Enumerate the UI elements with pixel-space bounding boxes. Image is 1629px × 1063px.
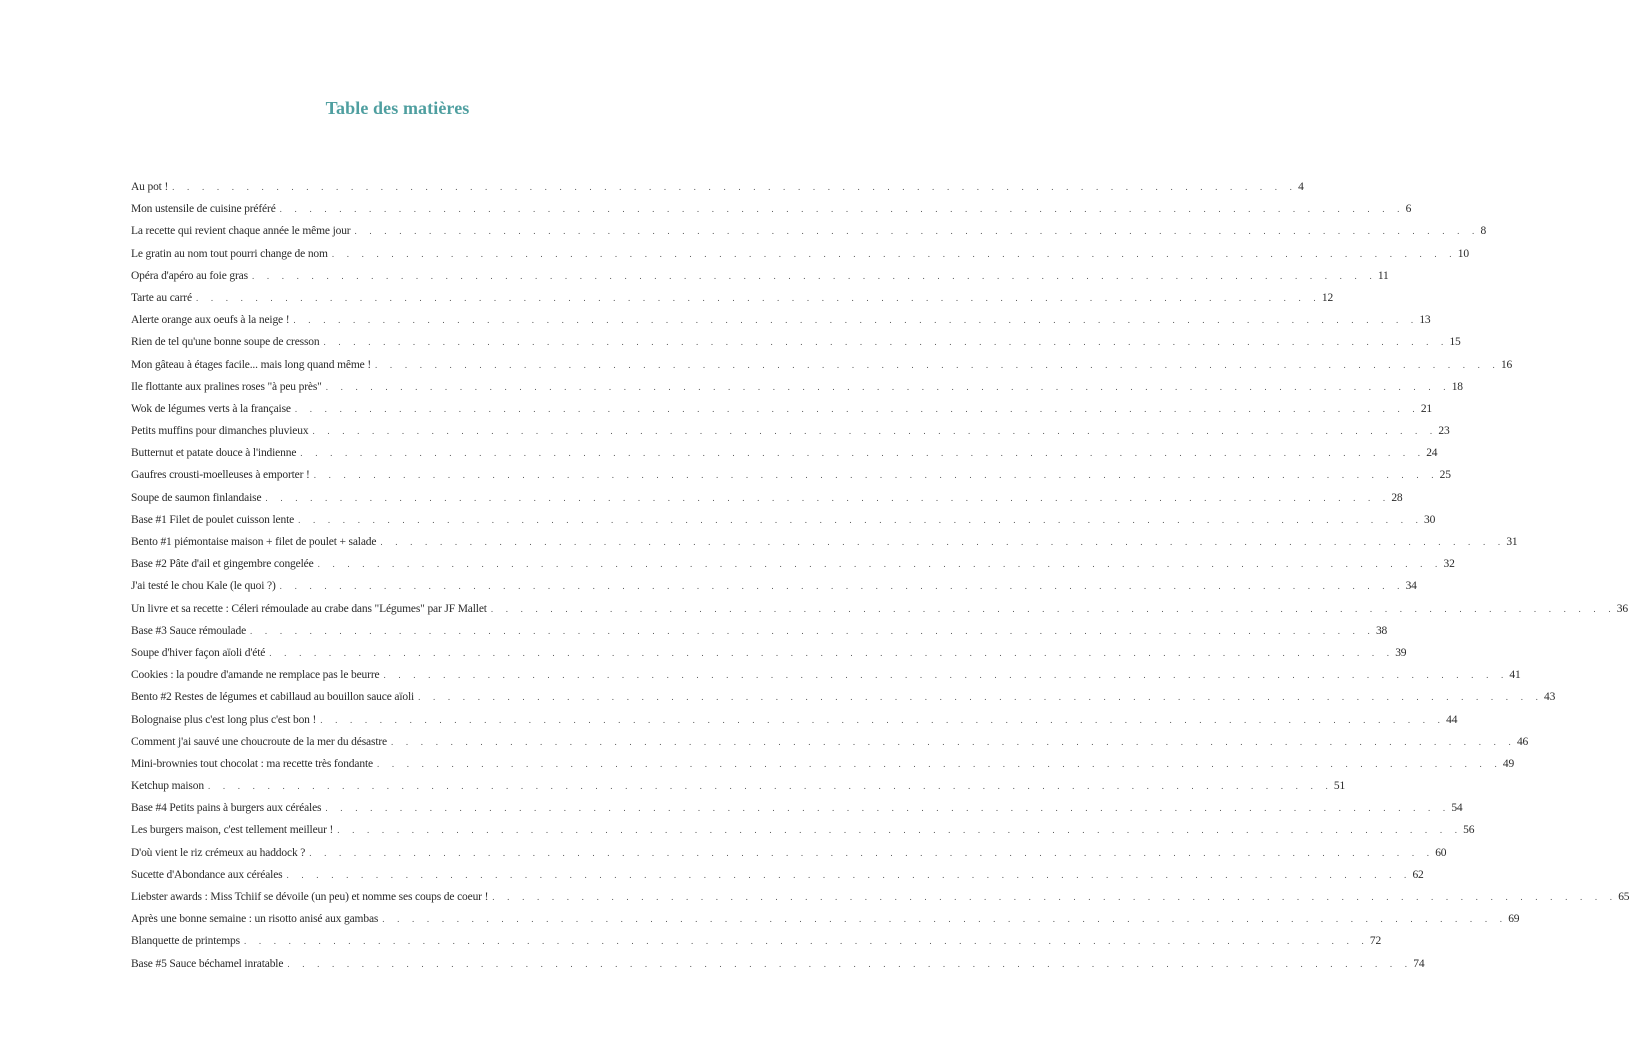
toc-entry-page-number: 13	[1419, 314, 1431, 327]
toc-entry-label: Opéra d'apéro au foie gras	[131, 269, 248, 282]
toc-entry-label: Comment j'ai sauvé une choucroute de la mer du désastre	[131, 735, 387, 748]
toc-entry[interactable]	[131, 953, 1425, 975]
toc-dot-leader: . . . . . . . . . . . . . . . . . . . . . . . . . . . . . . . . . . . . . . . . . . . . . . . . . . . . . . . . . . . . . . . . . . . . . . . . . . . .	[250, 625, 1375, 636]
toc-entry-label: Blanquette de printemps	[131, 935, 240, 948]
toc-entry[interactable]	[131, 553, 1455, 575]
toc-entry-page-number: 65	[1618, 891, 1629, 903]
toc-entry[interactable]	[131, 331, 1461, 353]
toc-dot-leader: . . . . . . . . . . . . . . . . . . . . . . . . . . . . . . . . . . . . . . . . . . . . . . . . . . . . . . . . . . . . . . . . . . . . . . . . . . . .	[207, 781, 1333, 792]
toc-entry-page-number: 6	[1405, 203, 1412, 216]
toc-entry-page-number: 8	[1480, 225, 1487, 238]
toc-entry-page-number: 23	[1438, 425, 1450, 438]
toc-entry[interactable]	[131, 442, 1438, 464]
toc-dot-leader: . . . . . . . . . . . . . . . . . . . . . . . . . . . . . . . . . . . . . . . . . . . . . . . . . . . . . . . . . . . . . . . . . . . . . . . . . . . .	[300, 448, 1426, 459]
toc-entry-label: Un livre et sa recette : Céleri rémoulade au crabe dans "Légumes" par JF Mallet	[131, 602, 487, 615]
toc-entry-page-number: 11	[1377, 269, 1389, 282]
toc-entry[interactable]	[131, 487, 1403, 509]
toc-entry-label: Alerte orange aux oeufs à la neige !	[131, 314, 290, 327]
toc-entry-label: Petits muffins pour dimanches pluvieux	[131, 425, 309, 438]
toc-dot-leader: . . . . . . . . . . . . . . . . . . . . . . . . . . . . . . . . . . . . . . . . . . . . . . . . . . . . . . . . . . . . . . . . . . . . . . . . . . . .	[418, 692, 1544, 703]
toc-entry[interactable]	[131, 775, 1346, 797]
toc-entry[interactable]	[131, 731, 1529, 753]
toc-dot-leader: . . . . . . . . . . . . . . . . . . . . . . . . . . . . . . . . . . . . . . . . . . . . . . . . . . . . . . . . . . . . . . . . . . . . . . . . . . . .	[320, 714, 1446, 725]
toc-entry-page-number: 4	[1298, 181, 1304, 193]
toc-dot-leader: . . . . . . . . . . . . . . . . . . . . . . . . . . . . . . . . . . . . . . . . . . . . . . . . . . . . . . . . . . . . . . . . . . . . . . . . . . . .	[293, 315, 1419, 326]
toc-entry-page-number: 46	[1516, 735, 1529, 748]
toc-entry[interactable]	[131, 930, 1382, 952]
toc-entry[interactable]	[131, 243, 1469, 265]
toc-dot-leader: . . . . . . . . . . . . . . . . . . . . . . . . . . . . . . . . . . . . . . . . . . . . . . . . . . . . . . . . . . . . . . . . . . . . . . . . . . . .	[376, 758, 1502, 769]
toc-entry[interactable]	[131, 864, 1424, 886]
toc-entry[interactable]	[131, 220, 1487, 242]
toc-entry[interactable]	[131, 509, 1436, 531]
toc-entry-label: Base #4 Petits pains à burgers aux céréales	[131, 802, 322, 815]
toc-entry[interactable]	[131, 753, 1515, 775]
toc-entry[interactable]	[131, 464, 1451, 486]
toc-title: Table des matières	[325, 98, 470, 118]
toc-entry-page-number: 10	[1457, 247, 1469, 260]
toc-entry[interactable]	[131, 265, 1389, 287]
toc-entry-label: La recette qui revient chaque année le même jour	[131, 225, 351, 238]
toc-entry[interactable]	[131, 842, 1447, 864]
toc-dot-leader: . . . . . . . . . . . . . . . . . . . . . . . . . . . . . . . . . . . . . . . . . . . . . . . . . . . . . . . . . . . . . . . . . . . . . . . . . . . .	[279, 204, 1405, 215]
toc-entry[interactable]	[131, 176, 1304, 198]
toc-entry[interactable]	[131, 309, 1431, 331]
toc-entry-page-number: 49	[1502, 757, 1515, 770]
toc-entry-page-number: 60	[1435, 846, 1447, 859]
toc-dot-leader: . . . . . . . . . . . . . . . . . . . . . . . . . . . . . . . . . . . . . . . . . . . . . . . . . . . . . . . . . . . . . . . . . . . . . . . . . . . .	[251, 270, 1377, 281]
toc-entry[interactable]	[131, 797, 1463, 819]
toc-entry[interactable]	[131, 376, 1463, 398]
toc-entry-label: Butternut et patate douce à l'indienne	[131, 447, 297, 460]
toc-entry-label: Base #5 Sauce béchamel inratable	[131, 957, 284, 970]
toc-entry-page-number: 39	[1395, 646, 1407, 659]
toc-entry[interactable]	[131, 908, 1520, 930]
toc-entry-label: Après une bonne semaine : un risotto anisé aux gambas	[131, 913, 379, 926]
toc-entry-label: Tarte au carré	[131, 291, 192, 304]
toc-entry-label: Mini-brownies tout chocolat : ma recette très fondante	[131, 757, 373, 770]
toc-entry-page-number: 25	[1439, 469, 1451, 482]
toc-dot-leader: . . . . . . . . . . . . . . . . . . . . . . . . . . . . . . . . . . . . . . . . . . . . . . . . . . . . . . . . . . . . . . . . . . . . . . . . . . . .	[492, 892, 1618, 902]
toc-entry[interactable]	[131, 819, 1475, 841]
toc-entry-page-number: 38	[1375, 624, 1388, 637]
toc-entry-page-number: 31	[1506, 536, 1518, 548]
toc-entry[interactable]	[131, 709, 1458, 731]
toc-entry[interactable]	[131, 420, 1450, 442]
toc-entry-label: Les burgers maison, c'est tellement meilleur !	[131, 824, 334, 837]
toc-entry-label: Soupe d'hiver façon aïoli d'été	[131, 646, 266, 659]
toc-dot-leader: . . . . . . . . . . . . . . . . . . . . . . . . . . . . . . . . . . . . . . . . . . . . . . . . . . . . . . . . . . . . . . . . . . . . . . . . . . . .	[279, 581, 1405, 592]
toc-entry-page-number: 54	[1451, 802, 1463, 815]
toc-entry[interactable]	[131, 354, 1513, 376]
toc-entry-label: Ketchup maison	[131, 780, 204, 793]
toc-entry-page-number: 72	[1369, 935, 1382, 948]
toc-dot-leader: . . . . . . . . . . . . . . . . . . . . . . . . . . . . . . . . . . . . . . . . . . . . . . . . . . . . . . . . . . . . . . . . . . . . . . . . . . . .	[286, 869, 1412, 880]
toc-dot-leader: . . . . . . . . . . . . . . . . . . . . . . . . . . . . . . . . . . . . . . . . . . . . . . . . . . . . . . . . . . . . . . . . . . . . . . . . . . . .	[323, 337, 1449, 348]
toc-entry-label: Gaufres crousti-moelleuses à emporter !	[131, 469, 310, 482]
toc-entry[interactable]	[131, 686, 1556, 708]
toc-dot-leader: . . . . . . . . . . . . . . . . . . . . . . . . . . . . . . . . . . . . . . . . . . . . . . . . . . . . . . . . . . . . . . . . . . . . . . . . . . . .	[309, 847, 1435, 858]
toc-entry[interactable]	[131, 398, 1432, 420]
toc-dot-leader: . . . . . . . . . . . . . . . . . . . . . . . . . . . . . . . . . . . . . . . . . . . . . . . . . . . . . . . . . . . . . . . . . . . . . . . . . . . .	[172, 182, 1298, 192]
toc-entry[interactable]	[131, 664, 1521, 686]
toc-dot-leader: . . . . . . . . . . . . . . . . . . . . . . . . . . . . . . . . . . . . . . . . . . . . . . . . . . . . . . . . . . . . . . . . . . . . . . . . . . . .	[331, 248, 1457, 259]
toc-dot-leader: . . . . . . . . . . . . . . . . . . . . . . . . . . . . . . . . . . . . . . . . . . . . . . . . . . . . . . . . . . . . . . . . . . . . . . . . . . . .	[383, 670, 1509, 681]
toc-entry-page-number: 69	[1508, 913, 1520, 926]
toc-dot-leader: . . . . . . . . . . . . . . . . . . . . . . . . . . . . . . . . . . . . . . . . . . . . . . . . . . . . . . . . . . . . . . . . . . . . . . . . . . . .	[317, 559, 1443, 570]
toc-entry-label: Mon ustensile de cuisine préféré	[131, 203, 276, 216]
toc-list	[131, 176, 1629, 975]
toc-dot-leader: . . . . . . . . . . . . . . . . . . . . . . . . . . . . . . . . . . . . . . . . . . . . . . . . . . . . . . . . . . . . . . . . . . . . . . . . . . . .	[287, 958, 1413, 969]
toc-entry-label: Mon gâteau à étages facile... mais long quand même !	[131, 358, 372, 371]
toc-entry-label: Base #1 Filet de poulet cuisson lente	[131, 513, 295, 526]
toc-entry-label: Ile flottante aux pralines roses "à peu près"	[131, 380, 322, 393]
toc-entry-page-number: 36	[1616, 602, 1628, 615]
toc-entry-page-number: 12	[1321, 291, 1333, 304]
toc-entry-page-number: 24	[1426, 447, 1438, 460]
toc-entry-label: Cookies : la poudre d'amande ne remplace pas le beurre	[131, 669, 380, 682]
toc-entry-label: Liebster awards : Miss Tchiif se dévoile (un peu) et nomme ses coups de coeur !	[131, 891, 489, 903]
toc-dot-leader: . . . . . . . . . . . . . . . . . . . . . . . . . . . . . . . . . . . . . . . . . . . . . . . . . . . . . . . . . . . . . . . . . . . . . . . . . . . .	[382, 914, 1508, 925]
toc-entry-page-number: 56	[1463, 824, 1475, 837]
toc-entry-label: Wok de légumes verts à la française	[131, 402, 291, 415]
toc-dot-leader: . . . . . . . . . . . . . . . . . . . . . . . . . . . . . . . . . . . . . . . . . . . . . . . . . . . . . . . . . . . . . . . . . . . . . . . . . . . .	[298, 514, 1424, 525]
toc-entry[interactable]	[131, 642, 1407, 664]
toc-entry-label: Base #3 Sauce rémoulade	[131, 624, 247, 637]
toc-entry-label: Sucette d'Abondance aux céréales	[131, 868, 283, 881]
toc-entry[interactable]	[131, 575, 1417, 597]
toc-dot-leader: . . . . . . . . . . . . . . . . . . . . . . . . . . . . . . . . . . . . . . . . . . . . . . . . . . . . . . . . . . . . . . . . . . . . . . . . . . . .	[391, 736, 1516, 747]
toc-dot-leader: . . . . . . . . . . . . . . . . . . . . . . . . . . . . . . . . . . . . . . . . . . . . . . . . . . . . . . . . . . . . . . . . . . . . . . . . . . . .	[337, 825, 1463, 836]
toc-dot-leader: . . . . . . . . . . . . . . . . . . . . . . . . . . . . . . . . . . . . . . . . . . . . . . . . . . . . . . . . . . . . . . . . . . . . . . . . . . . .	[490, 603, 1616, 614]
toc-entry-label: Bolognaise plus c'est long plus c'est bon !	[131, 713, 317, 726]
toc-dot-leader: . . . . . . . . . . . . . . . . . . . . . . . . . . . . . . . . . . . . . . . . . . . . . . . . . . . . . . . . . . . . . . . . . . . . . . . . . . . .	[294, 403, 1420, 414]
toc-entry-label: J'ai testé le chou Kale (le quoi ?)	[131, 580, 276, 593]
toc-entry-page-number: 74	[1413, 957, 1425, 970]
toc-entry-page-number: 32	[1443, 558, 1455, 571]
toc-entry-label: D'où vient le riz crémeux au haddock ?	[131, 846, 306, 859]
toc-entry-page-number: 51	[1333, 780, 1346, 793]
toc-dot-leader: . . . . . . . . . . . . . . . . . . . . . . . . . . . . . . . . . . . . . . . . . . . . . . . . . . . . . . . . . . . . . . . . . . . . . . . . . . . .	[380, 537, 1506, 547]
toc-entry-page-number: 34	[1405, 580, 1417, 593]
toc-entry-page-number: 21	[1420, 402, 1432, 415]
toc-entry-page-number: 30	[1424, 513, 1436, 526]
toc-entry-page-number: 44	[1446, 713, 1458, 726]
toc-entry-page-number: 15	[1449, 336, 1461, 349]
toc-dot-leader: . . . . . . . . . . . . . . . . . . . . . . . . . . . . . . . . . . . . . . . . . . . . . . . . . . . . . . . . . . . . . . . . . . . . . . . . . . . .	[313, 470, 1439, 481]
toc-entry-page-number: 43	[1544, 691, 1556, 704]
toc-dot-leader: . . . . . . . . . . . . . . . . . . . . . . . . . . . . . . . . . . . . . . . . . . . . . . . . . . . . . . . . . . . . . . . . . . . . . . . . . . . .	[312, 426, 1438, 437]
toc-entry[interactable]	[131, 886, 1629, 908]
toc-entry-page-number: 41	[1509, 669, 1521, 682]
toc-entry[interactable]	[131, 620, 1388, 642]
toc-dot-leader: . . . . . . . . . . . . . . . . . . . . . . . . . . . . . . . . . . . . . . . . . . . . . . . . . . . . . . . . . . . . . . . . . . . . . . . . . . . .	[243, 936, 1369, 947]
toc-entry-page-number: 28	[1391, 491, 1403, 504]
toc-dot-leader: . . . . . . . . . . . . . . . . . . . . . . . . . . . . . . . . . . . . . . . . . . . . . . . . . . . . . . . . . . . . . . . . . . . . . . . . . . . .	[325, 381, 1451, 392]
toc-dot-leader: . . . . . . . . . . . . . . . . . . . . . . . . . . . . . . . . . . . . . . . . . . . . . . . . . . . . . . . . . . . . . . . . . . . . . . . . . . . .	[354, 226, 1480, 237]
toc-entry-label: Le gratin au nom tout pourri change de nom	[131, 247, 328, 260]
toc-entry-label: Au pot !	[131, 181, 169, 193]
toc-entry-label: Rien de tel qu'une bonne soupe de cresson	[131, 336, 320, 349]
toc-entry[interactable]	[131, 531, 1518, 553]
toc-entry-label: Bento #1 piémontaise maison + filet de poulet + salade	[131, 536, 377, 548]
toc-dot-leader: . . . . . . . . . . . . . . . . . . . . . . . . . . . . . . . . . . . . . . . . . . . . . . . . . . . . . . . . . . . . . . . . . . . . . . . . . . . .	[269, 647, 1395, 658]
toc-entry[interactable]	[131, 198, 1412, 220]
toc-dot-leader: . . . . . . . . . . . . . . . . . . . . . . . . . . . . . . . . . . . . . . . . . . . . . . . . . . . . . . . . . . . . . . . . . . . . . . . . . . . .	[325, 803, 1451, 814]
toc-entry[interactable]	[131, 287, 1333, 309]
toc-entry[interactable]	[131, 598, 1628, 620]
toc-entry-page-number: 18	[1451, 380, 1463, 393]
toc-dot-leader: . . . . . . . . . . . . . . . . . . . . . . . . . . . . . . . . . . . . . . . . . . . . . . . . . . . . . . . . . . . . . . . . . . . . . . . . . . . .	[195, 292, 1321, 303]
toc-entry-label: Bento #2 Restes de légumes et cabillaud au bouillon sauce aïoli	[131, 691, 415, 704]
toc-entry-page-number: 16	[1500, 358, 1513, 371]
toc-dot-leader: . . . . . . . . . . . . . . . . . . . . . . . . . . . . . . . . . . . . . . . . . . . . . . . . . . . . . . . . . . . . . . . . . . . . . . . . . . . .	[265, 492, 1391, 503]
toc-entry-label: Base #2 Pâte d'ail et gingembre congelée	[131, 558, 314, 571]
toc-dot-leader: . . . . . . . . . . . . . . . . . . . . . . . . . . . . . . . . . . . . . . . . . . . . . . . . . . . . . . . . . . . . . . . . . . . . . . . . . . . .	[375, 359, 1500, 370]
toc-entry-label: Soupe de saumon finlandaise	[131, 491, 262, 504]
toc-entry-page-number: 62	[1412, 868, 1424, 881]
